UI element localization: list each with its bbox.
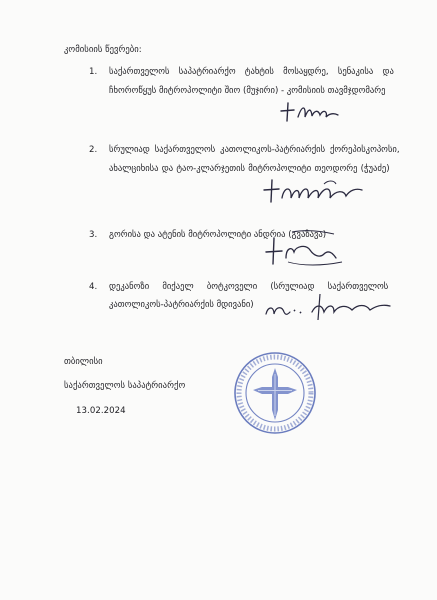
member-text-line1: გორისა და ატენის მიტროპოლიტი ანდრია (გვაზავა) <box>109 230 327 240</box>
document-date: 13.02.2024 <box>76 406 126 416</box>
member-text-line1: სრულიად საქართველოს კათოლიკოს-პატრიარქის ქორეპისკოპოსი, <box>109 145 400 155</box>
member-text-line2: ჩხოროწყუს მიტროპოლიტი შიო (მუჯირი) - კომისიის თავმჯდომარე <box>109 86 386 96</box>
member-text-line1: დეკანოზი მიქაელ ბოტკოველი (სრულიად საქართველოს <box>109 282 389 292</box>
signature-2 <box>262 176 372 216</box>
member-text-line2: ახალციხისა და ტაო-კლარჯეთის მიტროპოლიტი თეოდორე (ჭუაძე) <box>109 164 390 174</box>
commission-members-heading: კომისიის წევრები: <box>64 45 142 55</box>
member-number: 1. <box>89 67 98 77</box>
member-number: 2. <box>89 145 98 155</box>
institution-name: საქართველოს საპატრიარქო <box>64 381 186 391</box>
signature-1 <box>278 97 358 131</box>
member-number: 3. <box>89 230 98 240</box>
member-number: 4. <box>89 282 98 292</box>
city-name: თბილისი <box>64 357 103 367</box>
member-text-line2: კათოლიკოს-პატრიარქის მდივანი) <box>109 300 254 310</box>
member-text-line1: საქართველოს საპატრიარქო ტახტის მოსაყდრე, სენაკისა და <box>109 67 394 77</box>
signature-3 <box>262 228 352 268</box>
church-seal-stamp <box>232 350 318 436</box>
signature-4 <box>262 290 412 330</box>
